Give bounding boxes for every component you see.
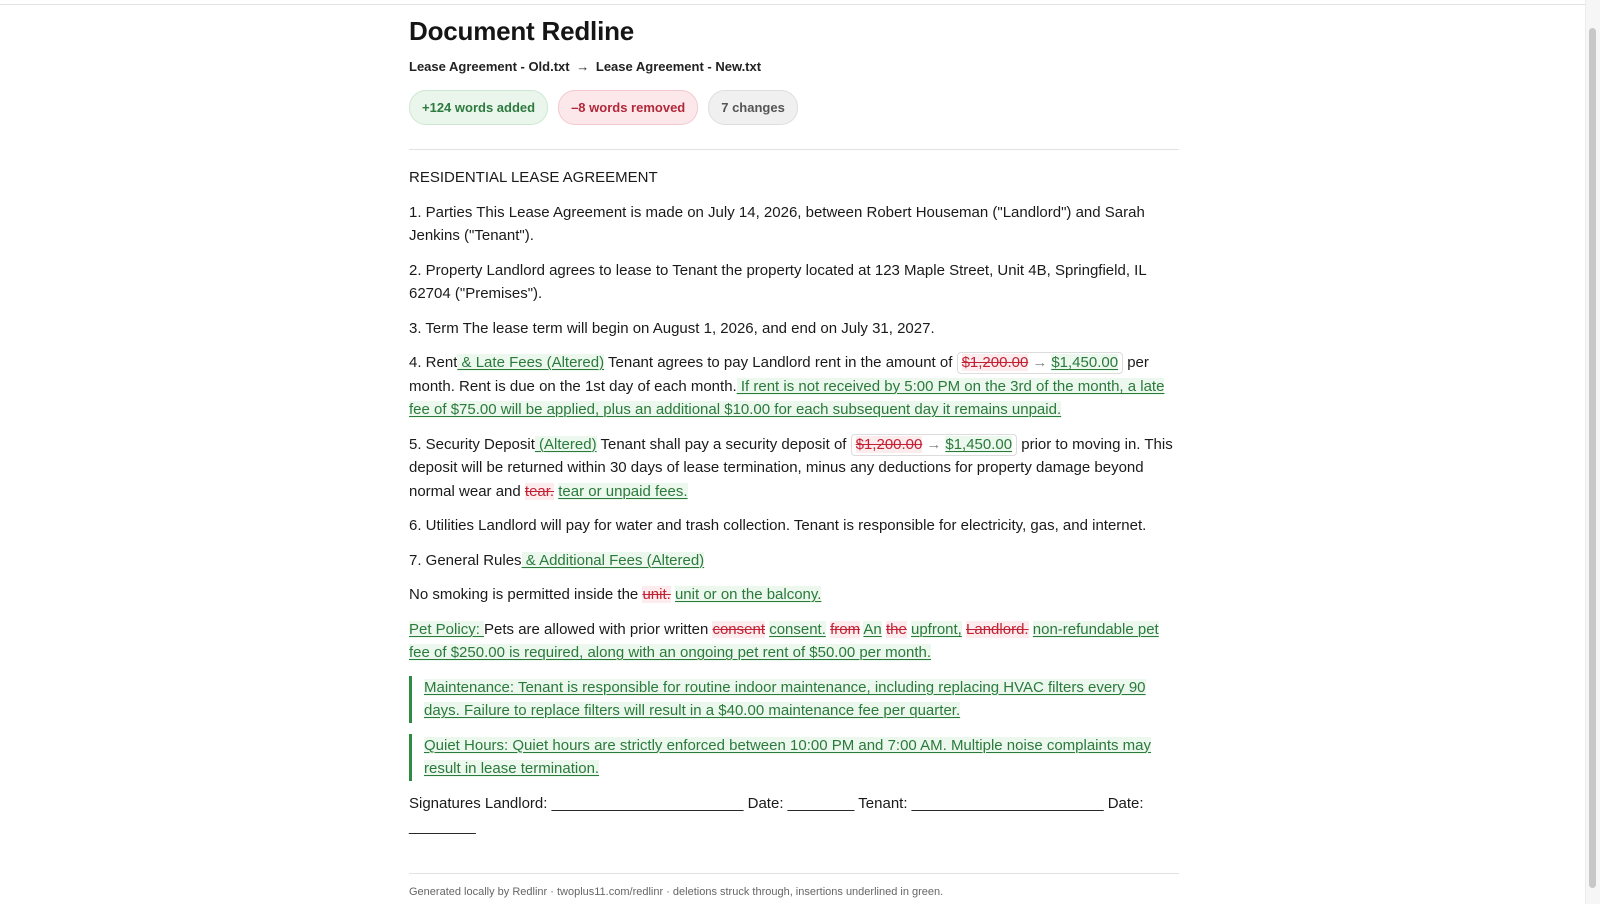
deletion: $1,200.00: [855, 435, 923, 453]
insertion: upfront,: [910, 620, 962, 638]
section-parties: 1. Parties This Lease Agreement is made on July 14, 2026, between Robert Houseman ("Landlord") and Sarah Jenkins ("Tenant").: [409, 203, 1145, 244]
divider: [409, 149, 1179, 150]
changes-count-badge: 7 changes: [708, 90, 798, 125]
file-comparison: [409, 59, 1179, 74]
deletion: consent: [712, 620, 766, 638]
insertion: $1,450.00: [945, 435, 1013, 453]
section-utilities: 6. Utilities Landlord will pay for water and trash collection. Tenant is responsible for electricity, gas, and internet.: [409, 517, 1147, 534]
insertion: unit or on the balcony.: [674, 586, 822, 603]
summary-badges: [409, 90, 1179, 125]
footer-divider: [409, 873, 1179, 874]
insertion: consent.: [769, 620, 826, 638]
arrow-icon: →: [926, 435, 942, 453]
insertion: (Altered): [534, 435, 597, 453]
deletion: from: [830, 620, 861, 638]
scrollbar-thumb[interactable]: [1589, 28, 1596, 888]
arrow-icon: →: [576, 59, 590, 74]
document-body: [409, 166, 1179, 839]
doc-heading: RESIDENTIAL LEASE AGREEMENT: [409, 169, 658, 186]
rent-text: per month. Rent is due on the 1st day of each month.: [409, 354, 1149, 395]
footer-note: Generated locally by Redlinr · twoplus11.com/redlinr · deletions struck through, insertions underlined in green.: [409, 885, 944, 898]
insertion: Maintenance: Tenant is responsible for routine indoor maintenance, including replacing HVAC filters every 90 days. Failure to replace filters will result in a $40.00 maintenance fee per quarter.: [424, 678, 1146, 719]
vertical-scrollbar[interactable]: [1585, 0, 1600, 904]
insertion: If rent is not received by 5:00 PM on the 3rd of the month, a late fee of $75.00 will be applied, plus an additional $10.00 for each subsequent day it remains unpaid.: [409, 377, 1165, 418]
section-term: 3. Term The lease term will begin on August 1, 2026, and end on July 31, 2027.: [409, 319, 935, 337]
new-file-name: Lease Agreement - New.txt: [595, 59, 762, 74]
insertion: & Late Fees (Altered): [457, 354, 605, 371]
insertion: Pet Policy:: [409, 620, 485, 638]
insertion: An: [863, 620, 882, 638]
top-border: [0, 0, 1586, 5]
rule-pet-policy: [409, 618, 1179, 665]
deletion: Landlord.: [966, 620, 1029, 638]
section-security-deposit: [409, 433, 1179, 504]
deposit-text: 5. Security Deposit: [409, 435, 535, 453]
section-general-rules: [409, 549, 1179, 573]
amount-change-chip: [957, 352, 1123, 374]
redline-page: [409, 10, 1179, 898]
deposit-text: Tenant shall pay a security deposit of: [596, 435, 851, 453]
page-title: Document Redline: [409, 16, 635, 46]
words-removed-badge: –8 words removed: [558, 90, 698, 125]
deposit-text: prior to moving in. This deposit will be returned within 30 days of lease termination, minus any deductions for property damage beyond normal wear and: [409, 435, 1173, 500]
inserted-block-quiet-hours: [409, 734, 1179, 781]
signatures-line: Signatures Landlord: _______________________ Date: ________ Tenant: _______________________ Date: ________: [409, 794, 1144, 835]
amount-change-chip: [851, 434, 1017, 456]
rent-text: Tenant agrees to pay Landlord rent in the amount of: [604, 354, 957, 371]
deletion: $1,200.00: [961, 354, 1029, 371]
rules-text: 7. General Rules: [409, 551, 522, 569]
rent-text: 4. Rent: [409, 354, 458, 371]
deletion: tear.: [524, 482, 555, 500]
old-file-name: Lease Agreement - Old.txt: [409, 59, 570, 74]
insertion: $1,450.00: [1051, 354, 1119, 371]
smoking-text: No smoking is permitted inside the: [409, 586, 643, 603]
section-rent: [409, 351, 1179, 422]
insertion: Quiet Hours: Quiet hours are strictly enforced between 10:00 PM and 7:00 AM. Multiple noise complaints may result in lease termination.: [424, 736, 1152, 777]
insertion: tear or unpaid fees.: [558, 482, 688, 500]
insertion: & Additional Fees (Altered): [521, 551, 705, 569]
deletion: the: [885, 620, 907, 638]
arrow-icon: →: [1032, 354, 1048, 371]
insertion: non-refundable pet fee of $250.00 is required, along with an ongoing pet rent of $50.00 per month.: [409, 620, 1159, 661]
deletion: unit.: [642, 586, 671, 603]
section-property: 2. Property Landlord agrees to lease to Tenant the property located at 123 Maple Street, Unit 4B, Springfield, IL 62704 ("Premises").: [409, 261, 1147, 302]
pets-text: Pets are allowed with prior written: [484, 620, 713, 638]
inserted-block-maintenance: [409, 676, 1179, 723]
rule-no-smoking: [409, 583, 1179, 607]
words-added-badge: +124 words added: [409, 90, 548, 125]
